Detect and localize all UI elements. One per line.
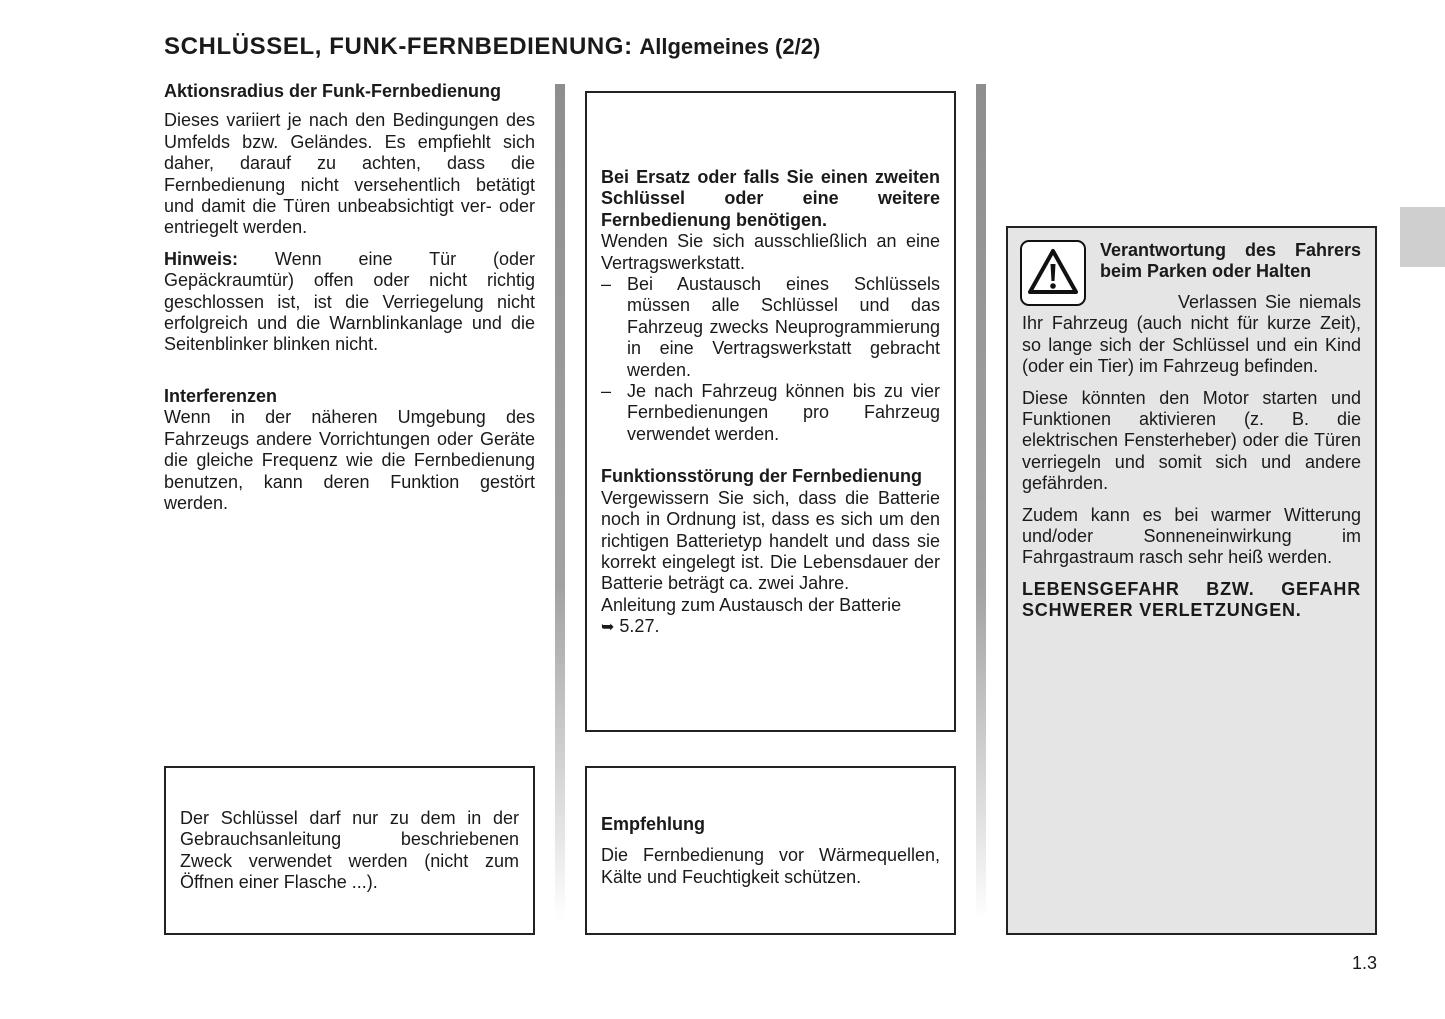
malfunction-text: Vergewissern Sie sich, dass die Batterie noch in Ordnung ist, dass es sich um den richtigen Batterietyp handelt und dass sie korrekt eingelegt ist. Die Lebensdauer der Batterie beträgt ca. zwei Jahre. [601,487,940,594]
key-usage-text: Der Schlüssel darf nur zu dem in der Gebrauchsanleitung beschriebenen Zweck verwendet werden (nicht zum Öffnen einer Flasche ...). [180,808,519,893]
paragraph-hint [164,249,535,356]
warning-p4: LEBENSGEFAHR BZW. GEFAHR SCHWERER VERLETZUNGEN. [1022,578,1361,621]
dash-1: – [601,274,612,295]
page-reference[interactable] [601,616,940,638]
list-item-1-text: Bei Austausch eines Schlüssels müssen alle Schlüssel und das Fahrzeug zwecks Neuprogrammierung in eine Vertragswerkstatt gebracht werden. [627,274,940,380]
reference-arrow-icon: ➥ [601,619,615,637]
list-item [601,274,940,381]
page-number: 1.3 [1352,953,1378,973]
page-title [164,32,820,62]
warning-p1 [1022,292,1361,378]
column-divider-2 [976,84,986,920]
replacement-box [585,91,956,732]
title-sub: Allgemeines (2/2) [639,34,821,59]
hint-text: Wenn eine Tür (oder Gepäckraumtür) offen oder nicht richtig geschlossen ist, ist die Verriegelung nicht erfolgreich und die Warnblinkanlage und die Seitenblinker blinken nicht. [164,248,535,355]
replacement-bold-text: Bei Ersatz oder falls Sie einen zweiten Schlüssel oder eine weitere Fernbedienung benötigen. [601,167,940,230]
warning-p2: Diese könnten den Motor starten und Funktionen aktivieren (z. B. die elektrischen Fensterheber) oder die Türen verriegeln und somit sich und andere gefährden. [1022,387,1361,494]
recommendation-heading: Empfehlung [601,814,705,834]
paragraph-range: Dieses variiert je nach den Bedingungen des Umfelds bzw. Geländes. Es empfiehlt sich daher, darauf zu achten, dass die Fernbedienung nicht versehentlich betätigt und damit die Türen unbeabsichtigt ver- oder entriegelt werden. [164,110,535,238]
warning-heading: Verantwortung des Fahrers beim Parken oder Halten [1100,240,1361,282]
column-divider-1 [555,84,565,920]
dash-2: – [601,381,612,402]
replacement-intro: Wenden Sie sich ausschließlich an eine Vertragswerkstatt. [601,231,940,273]
list-item-2-text: Je nach Fahrzeug können bis zu vier Fernbedienungen pro Fahrzeug verwendet werden. [627,381,940,444]
warning-box [1006,226,1377,935]
heading-interference: Interferenzen [164,385,278,406]
recommendation-box [585,766,956,935]
hint-label: Hinweis: [164,248,239,269]
key-usage-box [164,766,535,935]
section-tab [1400,207,1445,267]
warning-body [1022,292,1361,632]
heading-range: Aktionsradius der Funk-Fernbedienung [164,81,502,101]
title-main: SCHLÜSSEL, FUNK-FERNBEDIENUNG: [164,33,633,60]
reference-page: 5.27. [619,616,660,637]
list-item [601,381,940,445]
column-left [164,81,535,524]
recommendation-text: Die Fernbedienung vor Wärmequellen, Kälte und Feuchtigkeit schützen. [601,845,940,887]
malfunction-heading: Funktionsstörung der Fernbedienung [601,466,922,487]
paragraph-interference: Wenn in der näheren Umgebung des Fahrzeugs andere Vorrichtungen oder Geräte die gleiche Frequenz wie die Fernbedienung benutzen, kann deren Funktion gestört werden. [164,407,535,513]
warning-p3: Zudem kann es bei warmer Witterung und/oder Sonneneinwirkung im Fahrgastraum rasch sehr heiß werden. [1022,504,1361,568]
instructions-text: Anleitung zum Austausch der Batterie [601,594,902,615]
warning-p1-text: Verlassen Sie niemals Ihr Fahrzeug (auch nicht für kurze Zeit), so lange sich der Schlüssel und ein Kind (oder ein Tier) im Fahrzeug befinden. [1022,292,1361,377]
